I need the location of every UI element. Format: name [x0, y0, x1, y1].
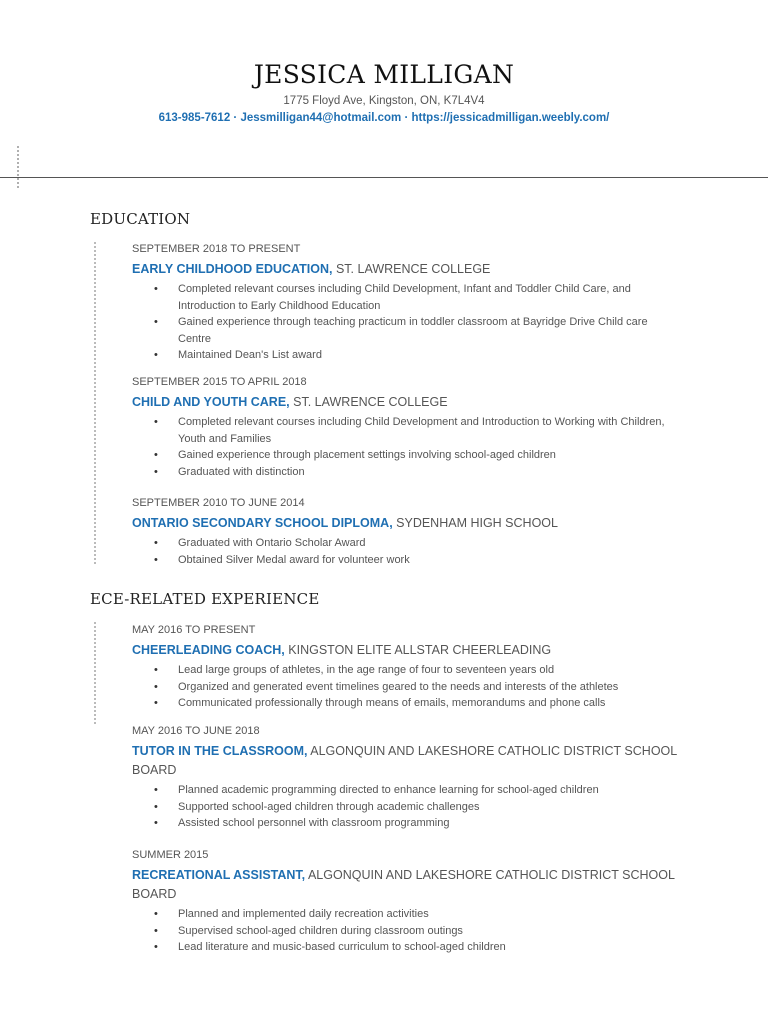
bullet-item	[132, 281, 677, 314]
entry-date: SEPTEMBER 2010 TO JUNE 2014	[132, 497, 305, 509]
entry-role: TUTOR IN THE CLASSROOM,	[132, 744, 308, 758]
bullet-icon: •	[154, 680, 158, 693]
education-heading: EDUCATION	[90, 210, 191, 228]
entry-heading	[132, 260, 677, 279]
bullet-item	[132, 314, 677, 347]
bullet-item	[132, 782, 677, 799]
bullet-icon: •	[154, 349, 158, 361]
experience-entry	[132, 848, 677, 956]
entry-date: SUMMER 2015	[132, 849, 209, 861]
bullet-item	[132, 552, 677, 569]
entry-organization: ALGONQUIN AND LAKESHORE CATHOLIC DISTRICT SCHOOL BOARD	[132, 868, 675, 901]
entry-role: ONTARIO SECONDARY SCHOOL DIPLOMA,	[132, 516, 393, 530]
bullet-text: Gained experience through teaching practicum in toddler classroom at Bayridge Drive Child care Centre	[178, 316, 648, 345]
entry-date: MAY 2016 TO JUNE 2018	[132, 725, 260, 737]
entry-role: CHILD AND YOUTH CARE,	[132, 395, 290, 409]
entry-heading	[132, 393, 677, 412]
bullet-item	[132, 347, 677, 364]
phone-number: 613-985-7612	[158, 112, 231, 124]
contact-line	[0, 112, 768, 124]
bullet-icon: •	[154, 283, 158, 295]
experience-heading: ECE-RELATED EXPERIENCE	[90, 590, 320, 608]
entry-heading	[132, 742, 677, 780]
bullet-icon: •	[154, 924, 158, 937]
bullet-text: Completed relevant courses including Child Development and Introduction to Working with Children, Youth and Families	[178, 416, 665, 445]
education-entry	[132, 242, 677, 364]
email-link[interactable]: Jessmilligan44@hotmail.com	[240, 112, 402, 124]
bullet-text: Graduated with Ontario Scholar Award	[178, 537, 366, 549]
bullet-icon: •	[154, 553, 158, 566]
education-timeline	[94, 242, 96, 564]
bullet-text: Completed relevant courses including Child Development, Infant and Toddler Child Care, and Introduction to Early Childhood Education	[178, 283, 631, 312]
bullet-icon: •	[154, 416, 158, 428]
bullet-item	[132, 535, 677, 552]
entry-heading	[132, 866, 677, 904]
entry-bullets	[132, 281, 677, 364]
experience-entry	[132, 724, 677, 832]
bullet-text: Lead large groups of athletes, in the age range of four to seventeen years old	[178, 664, 555, 676]
bullet-icon: •	[154, 941, 158, 953]
header-divider	[0, 177, 768, 178]
bullet-item	[132, 414, 677, 447]
bullet-text: Assisted school personnel with classroom programming	[178, 817, 450, 829]
entry-role: RECREATIONAL ASSISTANT,	[132, 868, 306, 882]
entry-date: SEPTEMBER 2018 TO PRESENT	[132, 243, 301, 255]
bullet-text: Planned and implemented daily recreation activities	[178, 908, 429, 920]
bullet-item	[132, 679, 677, 696]
bullet-item	[132, 662, 677, 679]
bullet-icon: •	[154, 817, 158, 829]
entry-role: CHEERLEADING COACH,	[132, 643, 285, 657]
bullet-text: Supervised school-aged children during classroom outings	[178, 924, 463, 937]
bullet-text: Obtained Silver Medal award for volunteer work	[178, 553, 410, 566]
bullet-icon: •	[154, 800, 158, 813]
website-link[interactable]: https://jessicadmilligan.weebly.com/	[411, 112, 610, 124]
entry-role: EARLY CHILDHOOD EDUCATION,	[132, 262, 333, 276]
bullet-icon: •	[154, 908, 158, 920]
bullet-item	[132, 906, 677, 923]
experience-timeline	[94, 622, 96, 724]
entry-date: MAY 2016 TO PRESENT	[132, 624, 256, 636]
bullet-text: Supported school-aged children through academic challenges	[178, 800, 480, 813]
bullet-item	[132, 923, 677, 940]
bullet-text: Communicated professionally through means of emails, memorandums and phone calls	[178, 697, 606, 709]
entry-bullets	[132, 662, 677, 712]
entry-organization: ALGONQUIN AND LAKESHORE CATHOLIC DISTRICT SCHOOL BOARD	[132, 744, 677, 777]
bullet-icon: •	[154, 465, 158, 478]
entry-bullets	[132, 414, 677, 480]
address-line: 1775 Floyd Ave, Kingston, ON, K7L4V4	[283, 95, 485, 107]
bullet-item	[132, 815, 677, 832]
entry-organization: KINGSTON ELITE ALLSTAR CHEERLEADING	[284, 643, 552, 657]
entry-bullets	[132, 782, 677, 832]
education-entry	[132, 375, 677, 480]
entry-organization: ST. LAWRENCE COLLEGE	[332, 262, 491, 276]
entry-bullets	[132, 906, 677, 956]
entry-heading	[132, 641, 677, 660]
bullet-icon: •	[154, 784, 158, 796]
bullet-icon: •	[154, 449, 158, 461]
bullet-item	[132, 447, 677, 464]
bullet-item	[132, 464, 677, 481]
bullet-text: Gained experience through placement settings involving school-aged children	[178, 449, 556, 461]
bullet-icon: •	[154, 697, 158, 709]
bullet-icon: •	[154, 664, 158, 676]
bullet-icon: •	[154, 316, 158, 328]
entry-heading	[132, 514, 677, 533]
entry-bullets	[132, 535, 677, 568]
bullet-text: Organized and generated event timelines geared to the needs and interests of the athletes	[178, 680, 619, 693]
resume-name: JESSICA MILLIGAN	[253, 60, 515, 89]
contact-separator: ·	[230, 112, 241, 124]
bullet-item	[132, 799, 677, 816]
bullet-icon: •	[154, 537, 158, 549]
entry-date: SEPTEMBER 2015 TO APRIL 2018	[132, 376, 307, 388]
entry-organization: ST. LAWRENCE COLLEGE	[289, 395, 448, 409]
experience-entry	[132, 623, 677, 712]
bullet-item	[132, 695, 677, 712]
bullet-item	[132, 939, 677, 956]
bullet-text: Planned academic programming directed to enhance learning for school-aged children	[178, 784, 599, 796]
bullet-text: Lead literature and music-based curriculum to school-aged children	[178, 941, 506, 953]
header-dotted-marker	[17, 146, 19, 188]
contact-separator: ·	[401, 112, 412, 124]
bullet-text: Maintained Dean's List award	[178, 349, 322, 361]
entry-organization: SYDENHAM HIGH SCHOOL	[392, 516, 558, 530]
education-entry	[132, 496, 677, 568]
bullet-text: Graduated with distinction	[178, 465, 305, 478]
